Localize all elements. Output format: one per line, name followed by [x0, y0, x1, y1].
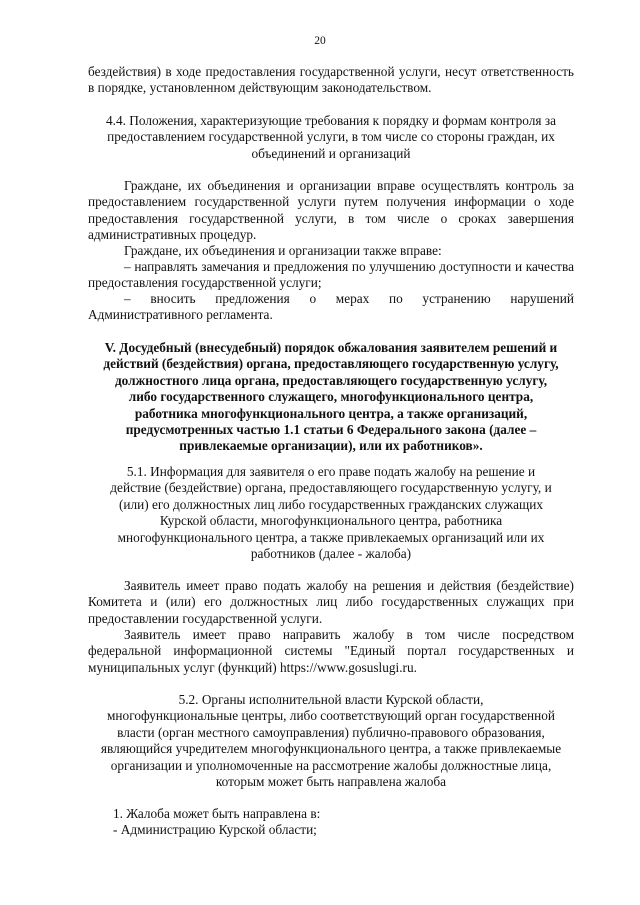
- heading-line: 4.4. Положения, характеризующие требования к порядку и формам контроля за: [106, 113, 556, 128]
- heading-line: действие (бездействие) органа, предоставляющего государственную услугу, и: [110, 480, 552, 496]
- heading-line: предусмотренных частью 1.1 статьи 6 Федерального закона (далее –: [125, 422, 537, 438]
- list-item-administration: - Администрацию Курской области;: [113, 822, 317, 837]
- heading-line: (или) его должностных лиц либо государственных гражданских служащих: [118, 496, 544, 512]
- heading-line: работника многофункционального центра, а также организаций,: [134, 405, 528, 421]
- list-item-complaint-destination: 1. Жалоба может быть направлена в:: [113, 806, 321, 821]
- paragraph-also-entitled: Граждане, их объединения и организации также вправе:: [124, 243, 442, 258]
- section-5-1-heading: [80, 464, 582, 562]
- heading-line: должностного лица органа, предоставляющего государственную услугу,: [114, 372, 548, 388]
- section-4-4-heading: [80, 113, 582, 162]
- heading-line: 5.1. Информация для заявителя о его праве подать жалобу на решение и: [126, 464, 536, 479]
- paragraph-complaint-portal: Заявитель имеет право направить жалобу в том числе посредством федеральной информационной системы "Единый портал государственных и муниципальных услуг (функций) https://www.gosuslugi.ru.: [88, 627, 574, 675]
- intro-paragraph: бездействия) в ходе предоставления государственной услуги, несут ответственность в порядке, установленном действующим законодательством.: [88, 64, 574, 96]
- paragraph-complaint-right: Заявитель имеет право подать жалобу на решения и действия (бездействие) Комитета и (или) его должностных лиц либо государственных служащих при предоставлении государственной услуги.: [88, 578, 574, 626]
- heading-line: работников (далее - жалоба): [250, 546, 412, 562]
- heading-line: организации и уполномоченные на рассмотрение жалобы должностные лица,: [110, 757, 552, 773]
- paragraph-control-rights: Граждане, их объединения и организации вправе осуществлять контроль за предоставлением государственной услуги путем получения информации о ходе предоставления государственной услуги, в том числе о сроках завершения административных процедур.: [88, 178, 574, 243]
- section-v-heading: [84, 340, 578, 455]
- heading-line: привлекаемые организации), или их работников».: [179, 438, 483, 454]
- heading-line: власти (орган местного самоуправления) публично-правового образования,: [117, 724, 545, 740]
- heading-line: многофункционального центра, а также привлекаемых организаций или их: [117, 529, 545, 545]
- heading-line: Курской области, многофункционального центра, работника: [159, 513, 503, 529]
- list-item-proposals: – вносить предложения о мерах по устранению нарушений Административного регламента.: [88, 291, 574, 323]
- heading-line: являющийся учредителем многофункционального центра, а также привлекаемые: [100, 741, 562, 757]
- heading-line: V. Досудебный (внесудебный) порядок обжалования заявителем решений и: [104, 340, 558, 355]
- heading-line: действий (бездействия) органа, предоставляющего государственную услугу,: [103, 356, 559, 372]
- heading-line: 5.2. Органы исполнительной власти Курской области,: [178, 692, 484, 707]
- heading-line: предоставлением государственной услуги, в том числе со стороны граждан, их: [107, 129, 555, 145]
- heading-line: которым может быть направлена жалоба: [215, 774, 447, 790]
- heading-line: многофункциональные центры, либо соответствующий орган государственной: [107, 708, 555, 724]
- section-5-2-heading: [80, 692, 582, 790]
- heading-line: объединений и организаций: [251, 145, 411, 161]
- page-number: 20: [314, 35, 326, 47]
- heading-line: либо государственного служащего, многофункционального центра,: [128, 389, 534, 405]
- list-item-remarks: – направлять замечания и предложения по улучшению доступности и качества предоставления государственной услуги;: [88, 259, 574, 291]
